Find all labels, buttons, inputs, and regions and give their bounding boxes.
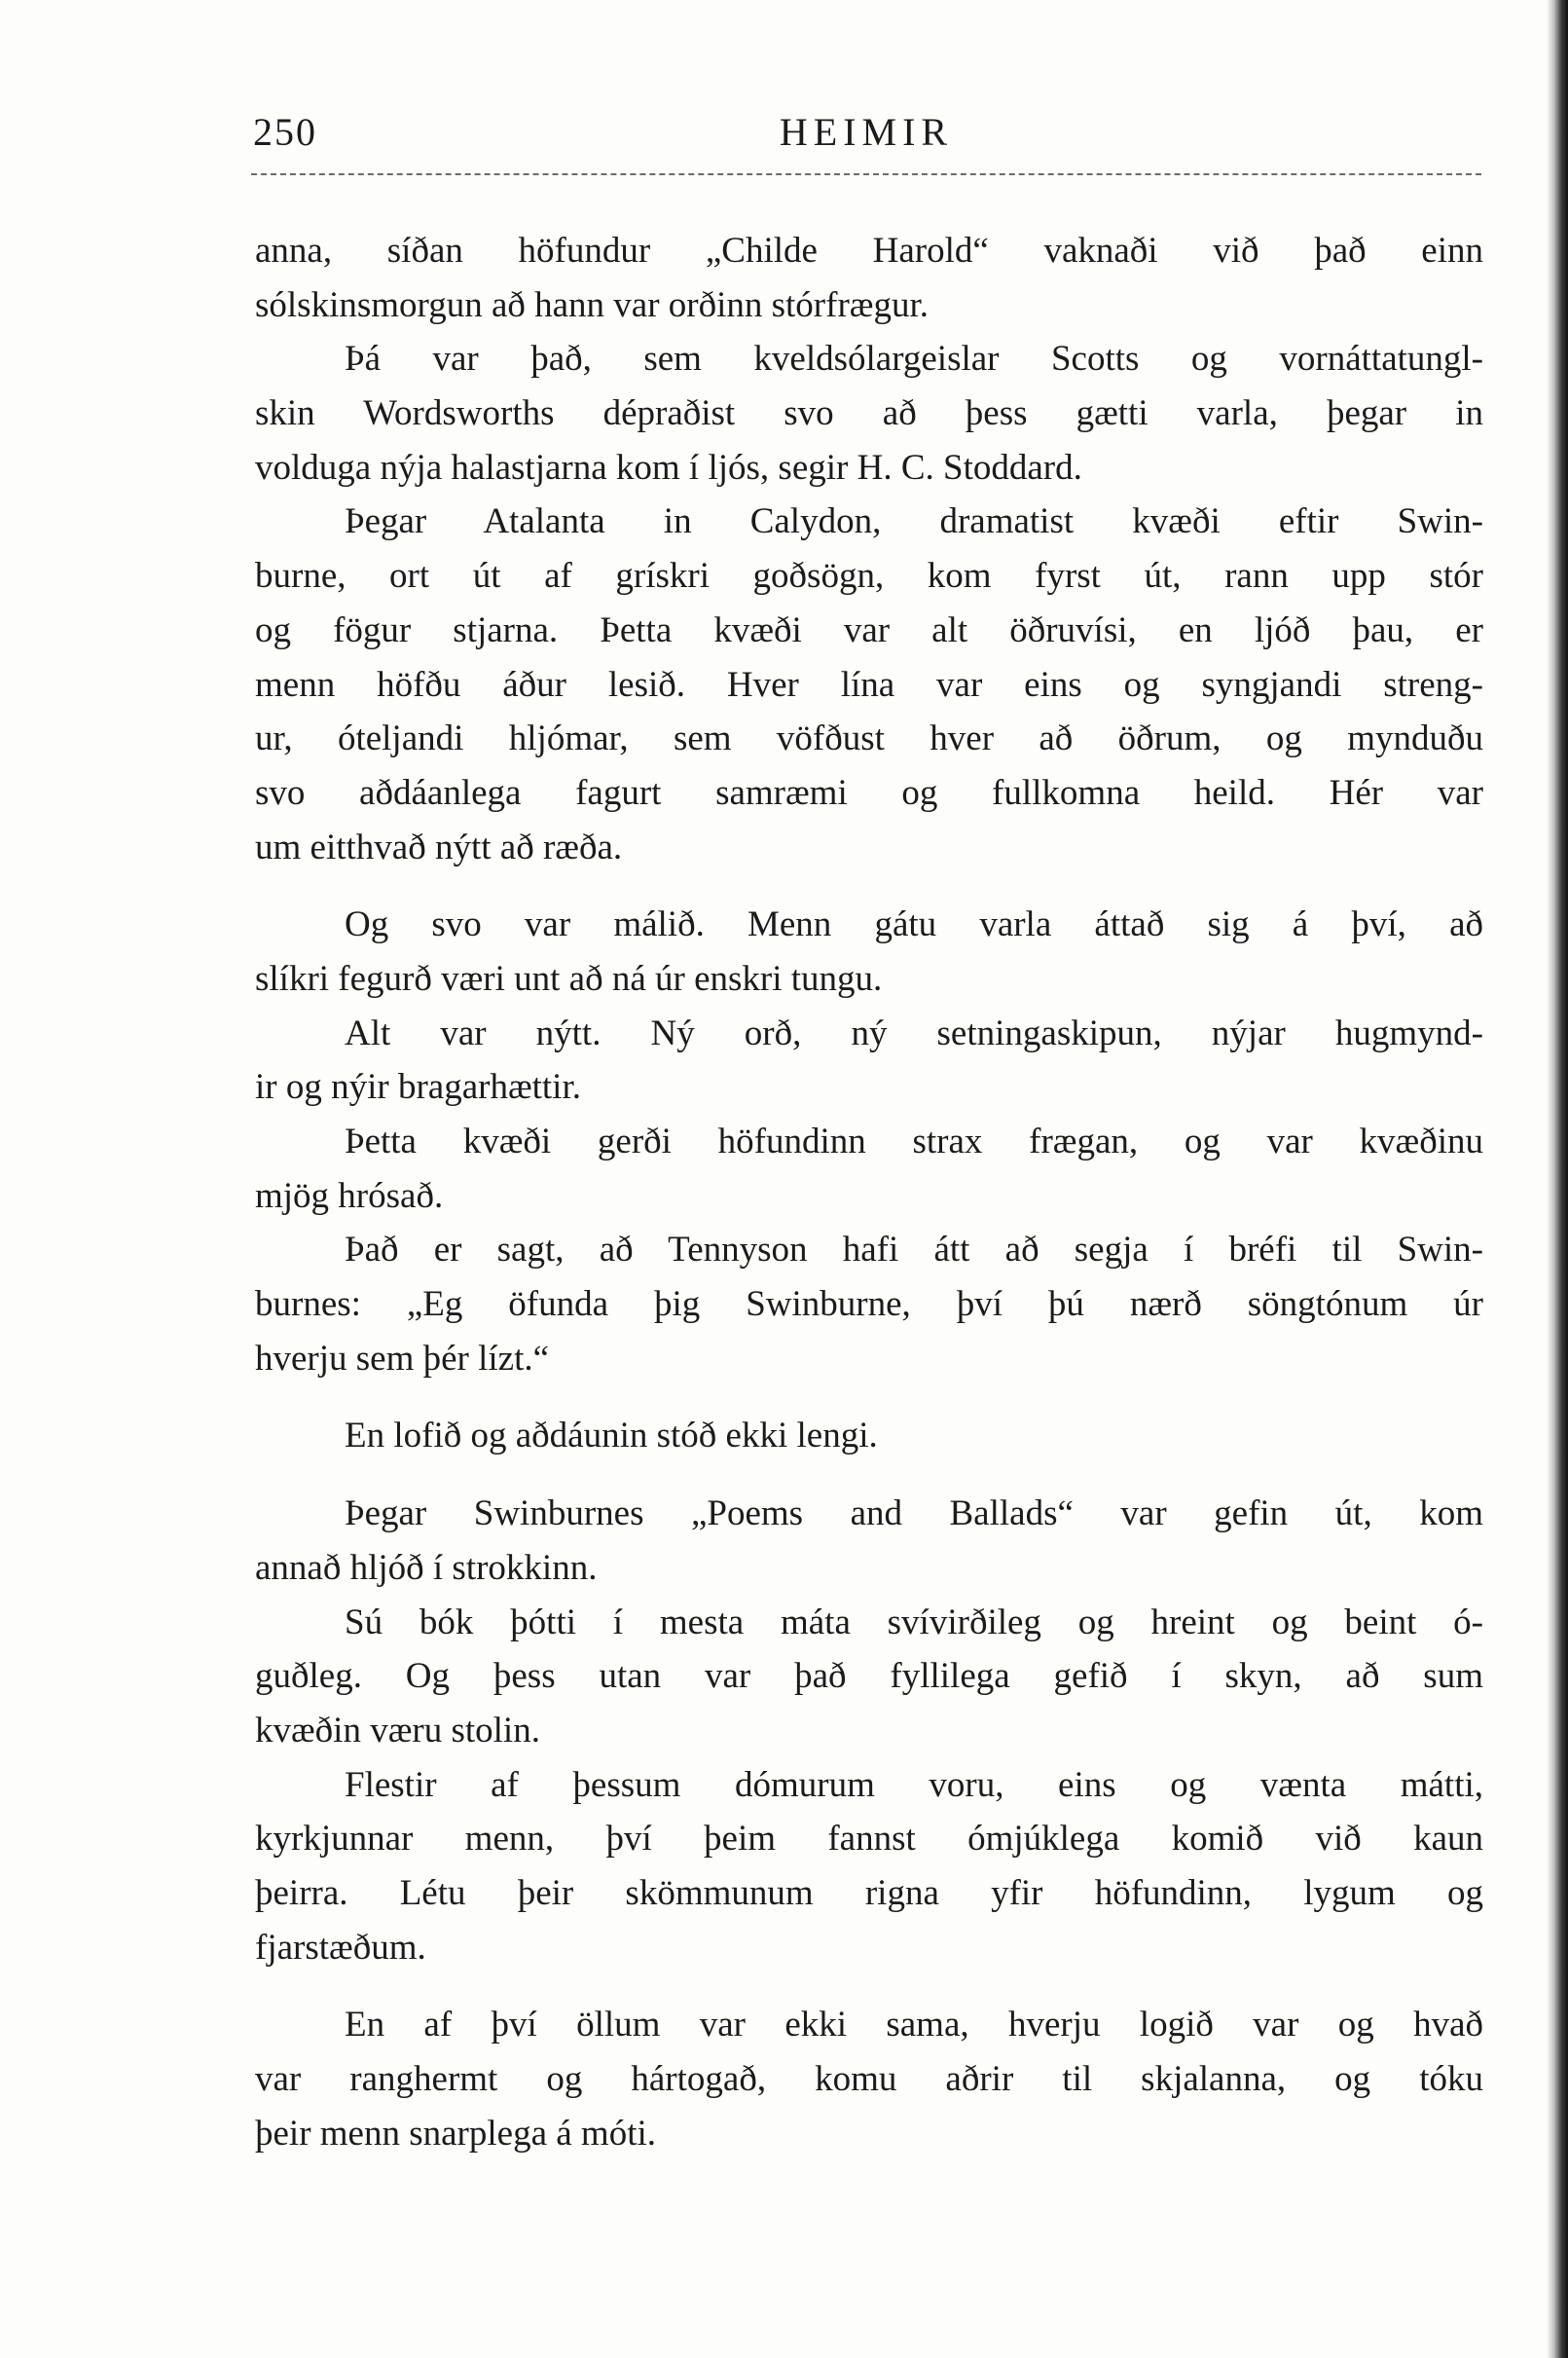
text-line: burnes: „Eg öfunda þig Swinburne, því þú nærð söngtónum úr bbox=[255, 1284, 1483, 1325]
header-rule bbox=[251, 173, 1481, 175]
text-line: Flestir af þessum dómurum voru, eins og vænta mátti, bbox=[345, 1764, 1483, 1805]
text-line: Þetta kvæði gerði höfundinn strax frægan, og var kvæðinu bbox=[345, 1122, 1483, 1161]
text-line: og fögur stjarna. Þetta kvæði var alt öðruvísi, en ljóð þau, er bbox=[255, 609, 1483, 650]
body-text bbox=[255, 224, 1483, 2160]
text-line: mjög hrósað. bbox=[255, 1175, 444, 1216]
text-line: þeir menn snarplega á móti. bbox=[255, 2113, 657, 2154]
text-line: var ranghermt og hártogað, komu aðrir til skjalanna, og tóku bbox=[255, 2059, 1483, 2099]
text-line: fjarstæðum. bbox=[255, 1927, 426, 1968]
text-line: ur, óteljandi hljómar, sem vöfðust hver að öðrum, og mynduðu bbox=[255, 718, 1483, 759]
text-line: volduga nýja halastjarna kom í ljós, segir H. C. Stoddard. bbox=[255, 447, 1082, 488]
text-line: En lofið og aðdáunin stóð ekki lengi. bbox=[345, 1416, 878, 1456]
text-line: Sú bók þótti í mesta máta svívirðileg og hreint og beint ó- bbox=[345, 1602, 1483, 1642]
text-line: kvæðin væru stolin. bbox=[255, 1710, 540, 1750]
text-line: burne, ort út af grískri goðsögn, kom fyrst út, rann upp stór bbox=[255, 556, 1483, 597]
page-header bbox=[253, 109, 1479, 167]
text-line: En af því öllum var ekki sama, hverju logið var og hvað bbox=[345, 2005, 1483, 2045]
text-line: Þegar Swinburnes „Poems and Ballads“ var gefin út, kom bbox=[345, 1493, 1483, 1534]
text-line: Þegar Atalanta in Calydon, dramatist kvæði eftir Swin- bbox=[345, 501, 1483, 542]
text-line: Alt var nýtt. Ný orð, ný setningaskipun, nýjar hugmynd- bbox=[345, 1013, 1483, 1053]
text-line: kyrkjunnar menn, því þeim fannst ómjúklega komið við kaun bbox=[255, 1819, 1483, 1860]
text-line: Þá var það, sem kveldsólargeislar Scotts og vornáttatungl- bbox=[345, 339, 1483, 380]
text-line: ir og nýir bragarhættir. bbox=[255, 1067, 581, 1108]
text-line: svo aðdáanlega fagurt samræmi og fullkomna heild. Hér var bbox=[255, 772, 1483, 813]
text-line: hverju sem þér lízt.“ bbox=[255, 1338, 550, 1379]
text-line: menn höfðu áður lesið. Hver lína var eins og syngjandi streng- bbox=[255, 664, 1483, 705]
page-edge-shadow bbox=[1547, 0, 1568, 2358]
text-line: guðleg. Og þess utan var það fyllilega gefið í skyn, að sum bbox=[255, 1656, 1483, 1697]
text-line: þeirra. Létu þeir skömmunum rigna yfir höfundinn, lygum og bbox=[255, 1872, 1483, 1913]
text-line: Og svo var málið. Menn gátu varla áttað sig á því, að bbox=[345, 904, 1483, 945]
text-line: slíkri fegurð væri unt að ná úr enskri tungu. bbox=[255, 958, 883, 999]
page-number: 250 bbox=[253, 110, 317, 154]
text-line: Það er sagt, að Tennyson hafi átt að segja í bréfi til Swin- bbox=[345, 1230, 1483, 1271]
text-line: annað hljóð í strokkinn. bbox=[255, 1547, 598, 1588]
running-title: HEIMIR bbox=[779, 110, 954, 154]
text-line: skin Wordsworths dépraðist svo að þess gætti varla, þegar in bbox=[255, 393, 1483, 434]
text-line: sólskinsmorgun að hann var orðinn stórfrægur. bbox=[255, 284, 929, 325]
text-line: um eitthvað nýtt að ræða. bbox=[255, 827, 623, 867]
text-line: anna, síðan höfundur „Childe Harold“ vaknaði við það einn bbox=[255, 231, 1483, 271]
